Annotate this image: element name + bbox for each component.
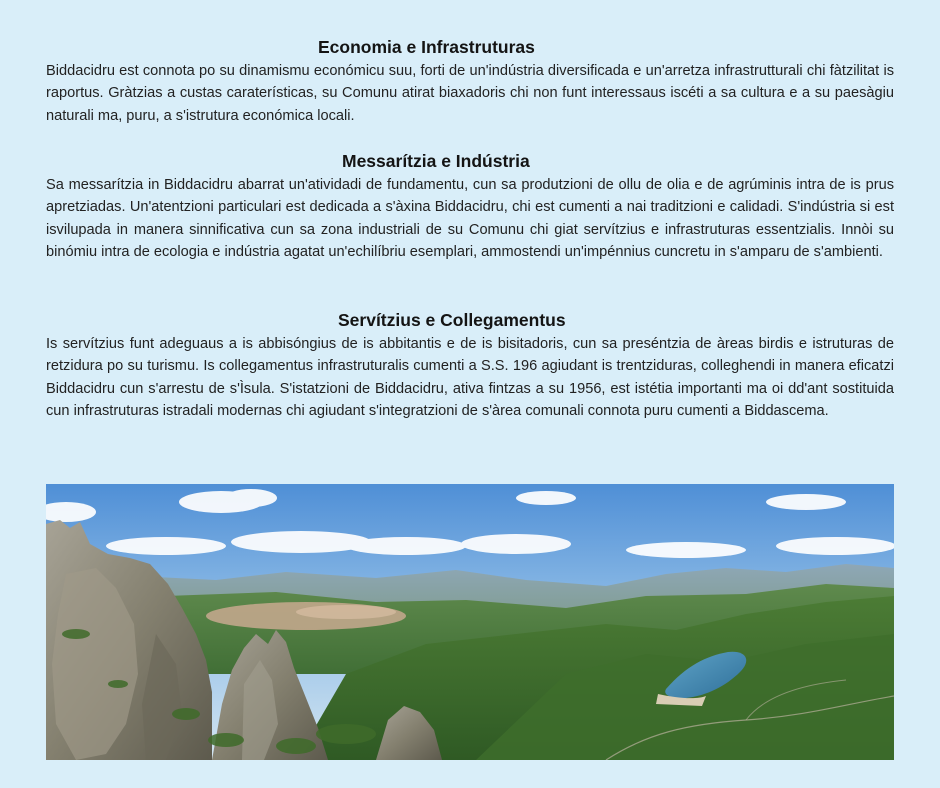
landscape-photo [46,484,894,760]
paragraph-economia: Biddacidru est connota po su dinamismu económicu suu, forti de un'indústria diversificada e un'arretza infrastrutturali chi fàtzilitat is raportus. Gràtzias a custas caraterísticas, su Comunu atirat biaxadoris chi non funt interessaus iscéti a sa cultura e a su paesàgiu naturali ma, puru, a s'istrutura económica locali. [46,63,894,124]
paragraph-servitzius: Is servítzius funt adeguaus a is abbisóngius de is abbitantis e de is bisitadoris, cun sa preséntzia de àreas birdis e istruturas de retzidura po su turismu. Is collegamentus infrastruturalis cumenti a S.S. 196 agiudant is trentziduras, colleghendi in manera eficatzi Biddacidru cun s'arrestu de s'Ìsula. S'istatzioni de Biddacidru, ativa fintzas a su 1956, est istétia importanti ma oi dd'ant sostituida cun infrastruturas istradali modernas chi agiudant s'integratzioni de s'àrea comunali connota puru cumenti a Biddascema. [46,336,894,419]
paragraph-messaritzia: Sa messarítzia in Biddacidru abarrat un'atividadi de fundamentu, cun sa produtzioni de ollu de olia e de agrúminis intra de is prus apretziadas. Un'atentzioni particulari est dedicada a s'àxina Biddacidru, chi est cumenti a nai traditzioni e calidadi. S'indústria si est isvilupada in manera sinnificativa cun sa zona industriali de su Comunu chi giat servítzius e infrastruturas essentzialis. Innòi su binómiu intra de ecologia e indústria agatat un'echilíbriu esemplari, ammostendi un'impénnius cuncretu in s'amparu de s'ambienti. [46,177,894,260]
heading-messaritzia: Messarítzia e Indústria [342,151,530,171]
heading-economia: Economia e Infrastruturas [318,37,535,57]
section-messaritzia [46,148,894,263]
heading-servitzius: Servítzius e Collegamentus [338,310,566,330]
section-servitzius [46,307,894,422]
landscape-illustration [46,484,894,760]
section-economia [46,34,894,127]
